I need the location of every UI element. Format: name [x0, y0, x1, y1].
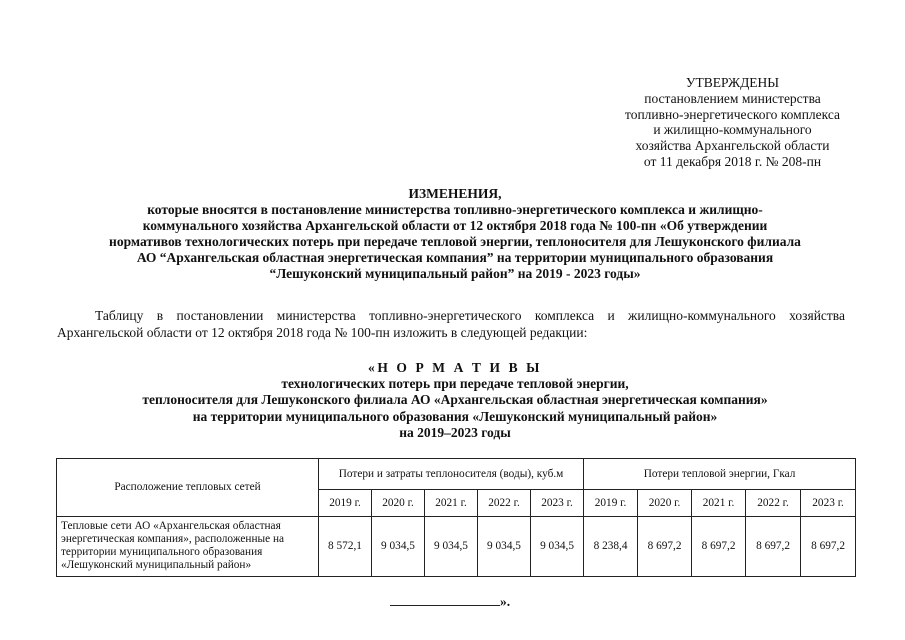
coolant-value-cell: 9 034,5	[531, 517, 584, 577]
heat-value-cell: 8 697,2	[746, 517, 801, 577]
table-header-row	[57, 459, 856, 490]
year-header: 2022 г.	[746, 490, 801, 517]
column-header-location: Расположение тепловых сетей	[57, 459, 319, 517]
heading-line: “Лешуконский муниципальный район” на 2019 - 2023 годы»	[269, 266, 641, 281]
approval-line: постановлением министерства	[644, 90, 821, 106]
norms-table	[56, 458, 856, 577]
changes-heading	[40, 186, 870, 282]
year-header: 2022 г.	[478, 490, 531, 517]
group-header-heat: Потери тепловой энергии, Гкал	[584, 459, 856, 490]
intro-paragraph: Таблицу в постановлении министерства топливно-энергетического комплекса и жилищно-коммунального хозяйства Архангельской области от 12 октября 2018 года № 100-пн изложить в следующей редакции:	[57, 308, 845, 340]
norms-title-main: «Н О Р М А Т И В Ы	[367, 360, 543, 375]
year-header: 2021 г.	[692, 490, 746, 517]
heat-value-cell: 8 238,4	[584, 517, 638, 577]
norms-title-line: на территории муниципального образования «Лешуконский муниципальный район»	[192, 408, 718, 424]
year-header: 2023 г.	[801, 490, 856, 517]
heat-value-cell: 8 697,2	[801, 517, 856, 577]
norms-title-line: теплоносителя для Лешуконского филиала АО «Архангельская областная энергетическая компания»	[142, 392, 768, 408]
heading-line: коммунального хозяйства Архангельской области от 12 октября 2018 года № 100-пн «Об утверждении	[142, 218, 768, 233]
approval-line: хозяйства Архангельской области	[635, 138, 830, 154]
coolant-value-cell: 9 034,5	[372, 517, 425, 577]
year-header: 2020 г.	[372, 490, 425, 517]
heading-line: АО “Архангельская областная энергетическая компания” на территории муниципального образования	[136, 250, 774, 265]
heat-value-cell: 8 697,2	[692, 517, 746, 577]
approval-line: и жилищно-коммунального	[653, 122, 812, 138]
signature-line	[390, 593, 500, 606]
row-location-cell: Тепловые сети АО «Архангельская областная энергетическая компания», расположенные на территории муниципального образования «Лешуконский муниципальный район»	[57, 517, 319, 577]
heading-line: нормативов технологических потерь при передаче тепловой энергии, теплоносителя для Лешуконского филиала	[109, 234, 801, 249]
heading-title: ИЗМЕНЕНИЯ,	[408, 186, 502, 201]
year-header: 2020 г.	[638, 490, 692, 517]
approval-title: УТВЕРЖДЕНЫ	[685, 75, 780, 90]
norms-title	[40, 360, 870, 441]
year-header: 2019 г.	[319, 490, 372, 517]
approval-date-line: от 11 декабря 2018 г. № 208-пн	[643, 153, 822, 169]
group-header-coolant: Потери и затраты теплоносителя (воды), куб.м	[319, 459, 584, 490]
heading-line: которые вносятся в постановление министерства топливно-энергетического комплекса и жилищно-	[147, 202, 763, 217]
year-header: 2023 г.	[531, 490, 584, 517]
table-row	[57, 517, 856, 577]
year-header: 2019 г.	[584, 490, 638, 517]
approval-block	[575, 75, 890, 170]
coolant-value-cell: 9 034,5	[478, 517, 531, 577]
norms-title-line: технологических потерь при передаче тепловой энергии,	[281, 376, 629, 392]
closing-quote: ».	[500, 594, 511, 609]
coolant-value-cell: 8 572,1	[319, 517, 372, 577]
approval-line: топливно-энергетического комплекса	[624, 106, 841, 122]
closing-mark	[390, 593, 540, 610]
norms-title-line: на 2019–2023 годы	[399, 424, 511, 440]
coolant-value-cell: 9 034,5	[425, 517, 478, 577]
heat-value-cell: 8 697,2	[638, 517, 692, 577]
year-header: 2021 г.	[425, 490, 478, 517]
